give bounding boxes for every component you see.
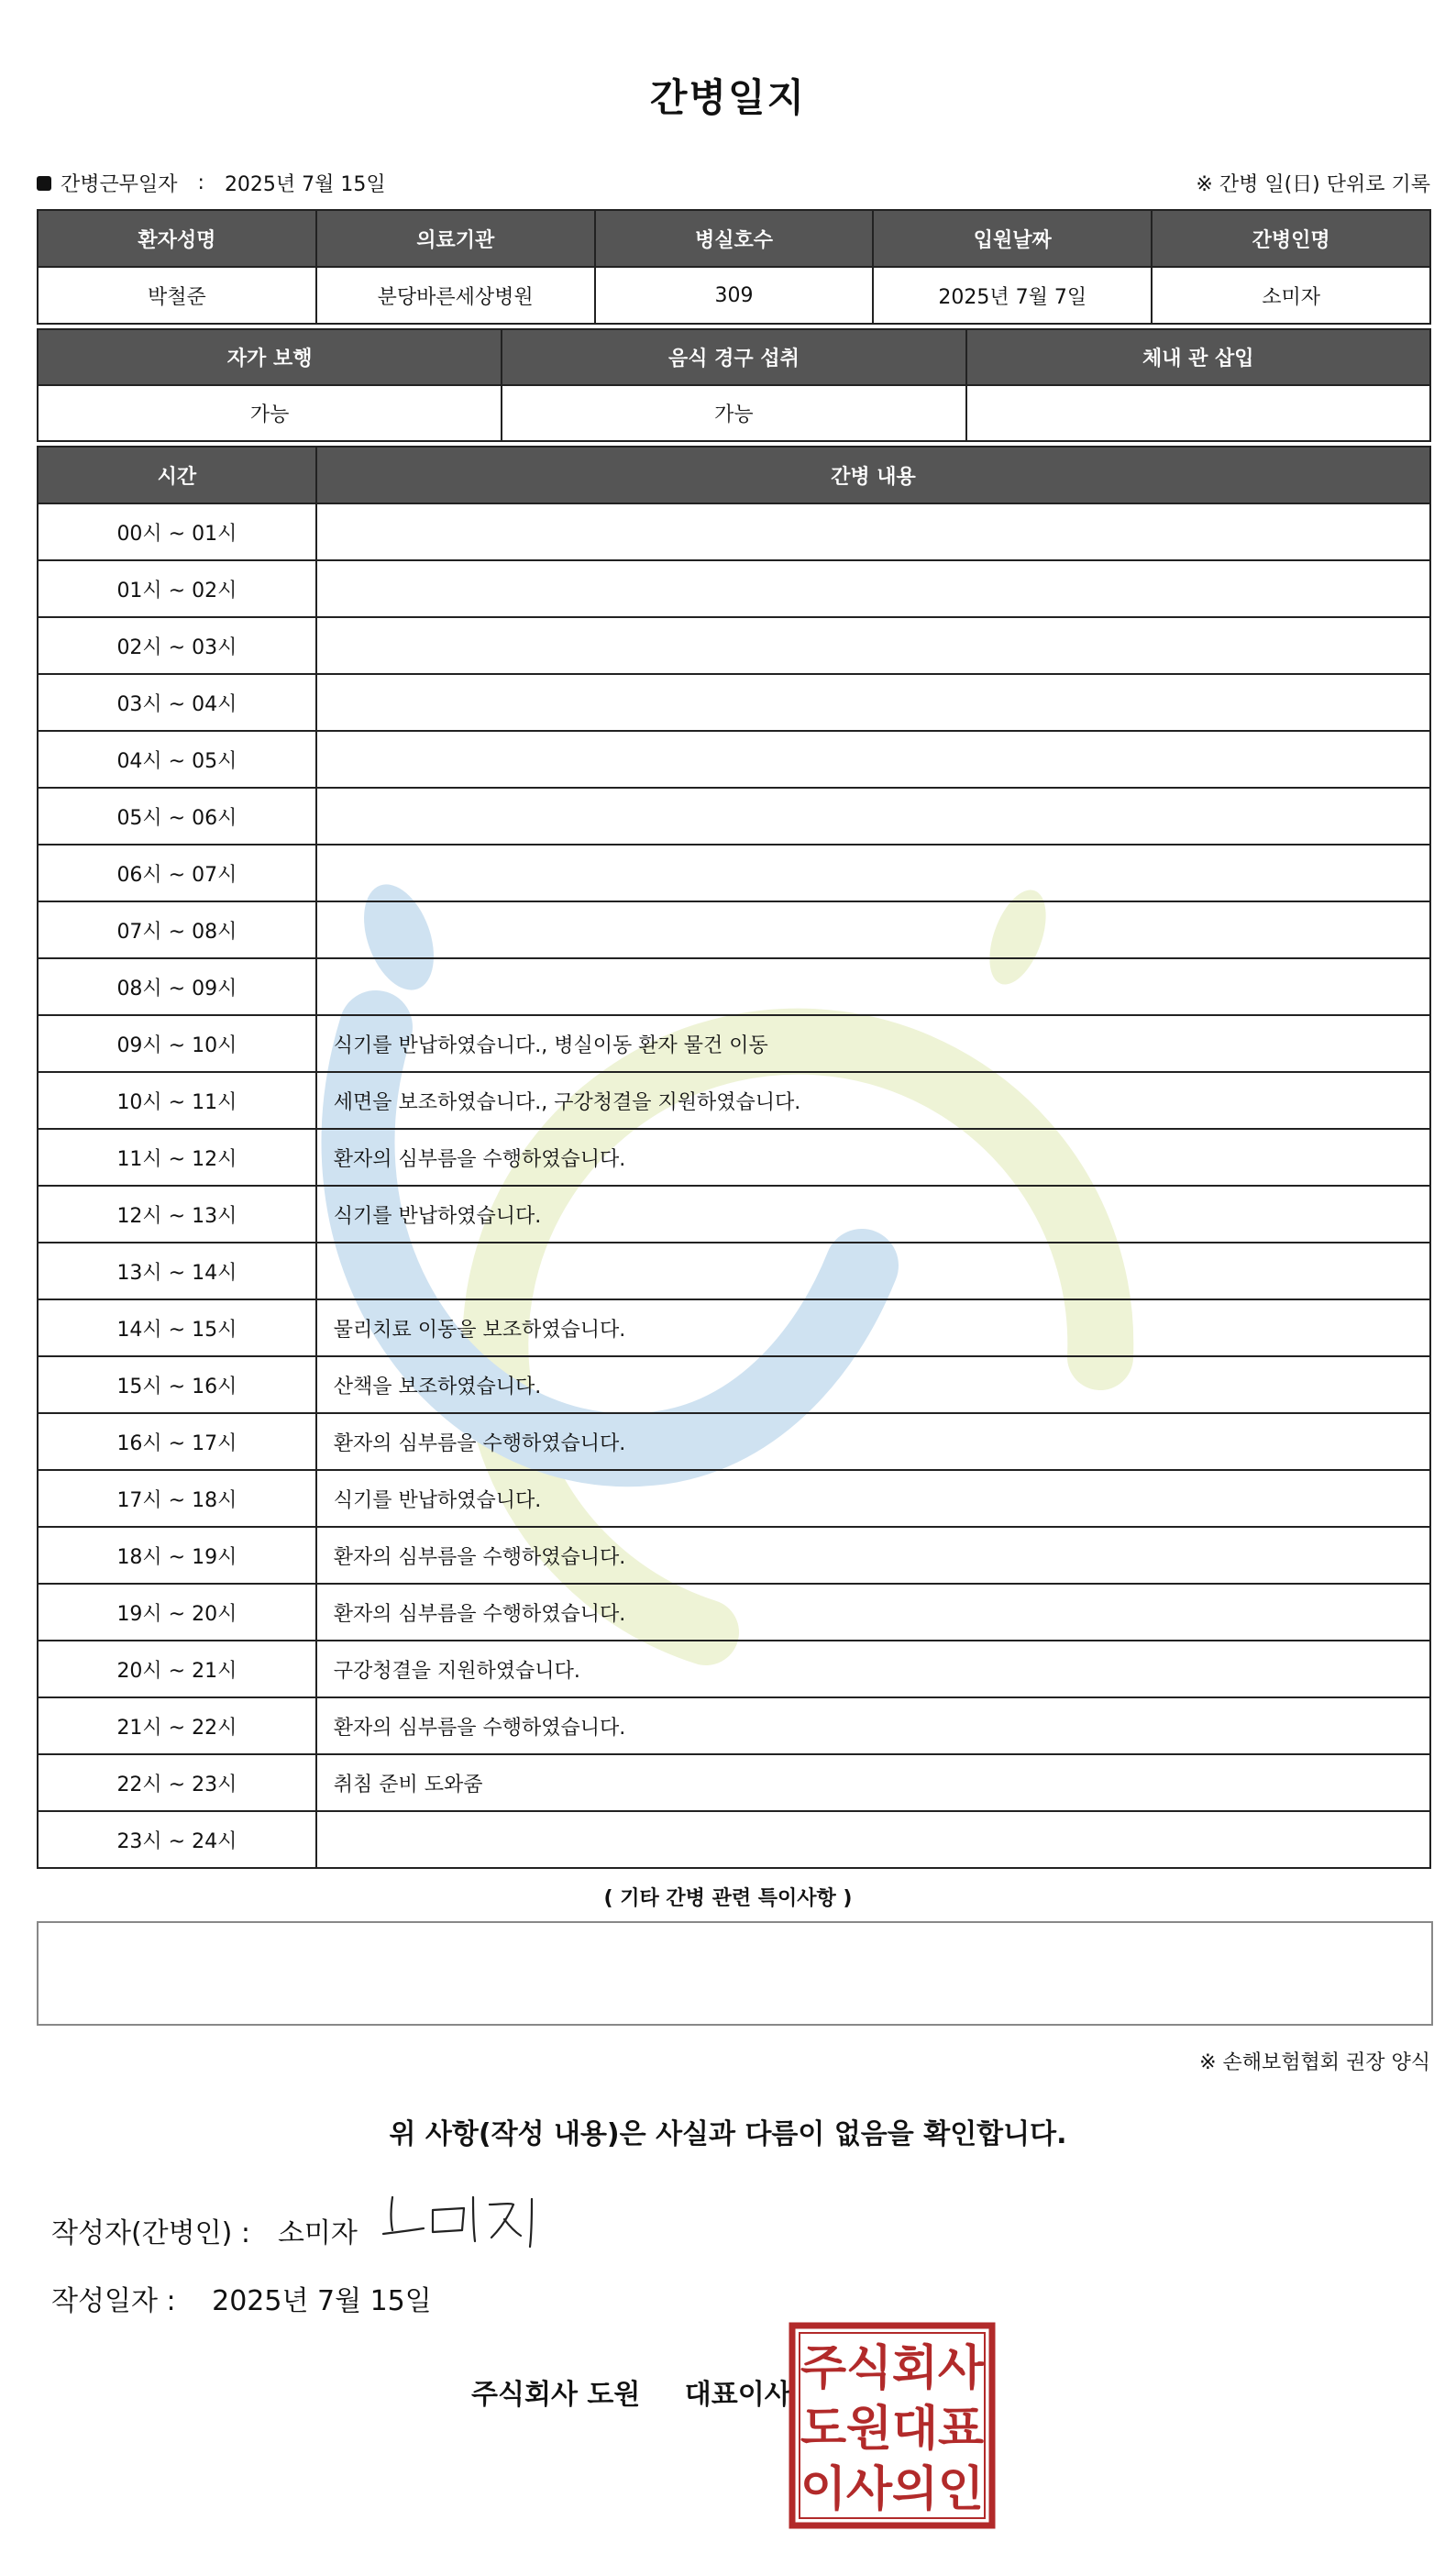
time-slot: 00시 ~ 01시 xyxy=(38,503,316,560)
patient-status-table xyxy=(37,328,1431,442)
seal-character: 원 xyxy=(845,2402,893,2457)
table-row xyxy=(38,1243,1430,1299)
seal-character: 회 xyxy=(891,2341,939,2396)
time-slot: 05시 ~ 06시 xyxy=(38,788,316,845)
writer-line xyxy=(51,2210,358,2250)
table-row xyxy=(38,1527,1430,1584)
table-row xyxy=(38,560,1430,617)
time-slot: 09시 ~ 10시 xyxy=(38,1015,316,1072)
time-slot: 16시 ~ 17시 xyxy=(38,1413,316,1470)
seal-character: 사 xyxy=(845,2462,893,2517)
admission-date: 2025년 7월 7일 xyxy=(873,267,1152,324)
care-content: 세면을 보조하였습니다., 구강청결을 지원하였습니다. xyxy=(316,1072,1430,1129)
room-number: 309 xyxy=(595,267,874,324)
log-header-row xyxy=(38,447,1430,503)
written-date-label: 작성일자 : xyxy=(51,2285,176,2317)
care-content xyxy=(316,560,1430,617)
time-slot: 01시 ~ 02시 xyxy=(38,560,316,617)
time-slot: 19시 ~ 20시 xyxy=(38,1584,316,1641)
table-row xyxy=(38,1584,1430,1641)
seal-character: 도 xyxy=(800,2402,847,2457)
table-row xyxy=(38,788,1430,845)
care-log-table xyxy=(37,446,1431,1869)
representative-title: 대표이사 xyxy=(684,2379,791,2411)
page-title: 간병일지 xyxy=(649,75,807,120)
time-slot: 15시 ~ 16시 xyxy=(38,1356,316,1413)
duty-date-colon: : xyxy=(197,171,204,194)
duty-date-line xyxy=(37,169,386,197)
table-row xyxy=(38,674,1430,731)
remarks-title: ( 기타 간병 관련 특이사항 ) xyxy=(603,1887,853,1910)
table-row xyxy=(38,901,1430,958)
header-care-content: 간병 내용 xyxy=(316,447,1430,503)
time-slot: 10시 ~ 11시 xyxy=(38,1072,316,1129)
header-self-walking: 자가 보행 xyxy=(38,329,502,385)
care-content: 식기를 반납하였습니다., 병실이동 환자 물건 이동 xyxy=(316,1015,1430,1072)
care-content: 식기를 반납하였습니다. xyxy=(316,1470,1430,1527)
care-content xyxy=(316,901,1430,958)
table-row xyxy=(38,1413,1430,1470)
time-slot: 22시 ~ 23시 xyxy=(38,1754,316,1811)
care-content: 환자의 심부름을 수행하였습니다. xyxy=(316,1413,1430,1470)
seal-character: 사 xyxy=(937,2341,985,2396)
hospital-name: 분당바른세상병원 xyxy=(316,267,595,324)
care-content xyxy=(316,845,1430,901)
writer-label: 작성자(간병인) : xyxy=(51,2217,250,2249)
written-date-line xyxy=(51,2278,432,2318)
header-tube-insertion: 체내 관 삽입 xyxy=(966,329,1430,385)
time-slot: 17시 ~ 18시 xyxy=(38,1470,316,1527)
time-slot: 14시 ~ 15시 xyxy=(38,1299,316,1356)
table-row xyxy=(38,503,1430,560)
patient-header-row xyxy=(38,210,1430,267)
handwritten-signature xyxy=(376,2190,550,2254)
confirmation-statement: 위 사항(작성 내용)은 사실과 다름이 없음을 확인합니다. xyxy=(389,2118,1067,2150)
time-slot: 03시 ~ 04시 xyxy=(38,674,316,731)
patient-info-table xyxy=(37,209,1431,325)
header-admission-date: 입원날짜 xyxy=(873,210,1152,267)
company-seal-stamp xyxy=(789,2322,996,2529)
table-row xyxy=(38,617,1430,674)
care-content: 구강청결을 지원하였습니다. xyxy=(316,1641,1430,1697)
care-content: 산책을 보조하였습니다. xyxy=(316,1356,1430,1413)
care-content xyxy=(316,617,1430,674)
time-slot: 13시 ~ 14시 xyxy=(38,1243,316,1299)
seal-character: 이 xyxy=(800,2462,847,2517)
care-content: 환자의 심부름을 수행하였습니다. xyxy=(316,1697,1430,1754)
duty-date-value: 2025년 7월 15일 xyxy=(224,173,386,196)
patient-name: 박철준 xyxy=(38,267,316,324)
care-content: 환자의 심부름을 수행하였습니다. xyxy=(316,1584,1430,1641)
care-content xyxy=(316,503,1430,560)
company-name: 주식회사 도원 xyxy=(471,2379,641,2411)
table-row xyxy=(38,1470,1430,1527)
insurance-note: ※ 손해보험협회 권장 양식 xyxy=(1199,2051,1430,2074)
table-row xyxy=(38,958,1430,1015)
time-slot: 12시 ~ 13시 xyxy=(38,1186,316,1243)
written-date-value: 2025년 7월 15일 xyxy=(212,2285,432,2317)
header-caregiver-name: 간병인명 xyxy=(1152,210,1430,267)
time-slot: 21시 ~ 22시 xyxy=(38,1697,316,1754)
table-row xyxy=(38,1641,1430,1697)
seal-character: 대 xyxy=(891,2402,939,2457)
seal-character: 주 xyxy=(800,2341,847,2396)
table-row xyxy=(38,731,1430,788)
tube-insertion-value xyxy=(966,385,1430,441)
care-content: 취침 준비 도와줌 xyxy=(316,1754,1430,1811)
table-row xyxy=(38,1015,1430,1072)
time-slot: 23시 ~ 24시 xyxy=(38,1811,316,1868)
table-row xyxy=(38,1754,1430,1811)
header-time: 시간 xyxy=(38,447,316,503)
caregiver-name: 소미자 xyxy=(1152,267,1430,324)
table-row xyxy=(38,1811,1430,1868)
table-row xyxy=(38,1299,1430,1356)
time-slot: 20시 ~ 21시 xyxy=(38,1641,316,1697)
company-line xyxy=(471,2371,791,2412)
header-oral-intake: 음식 경구 섭취 xyxy=(502,329,965,385)
care-content xyxy=(316,731,1430,788)
seal-character: 의 xyxy=(891,2462,939,2517)
care-content xyxy=(316,788,1430,845)
table-row xyxy=(38,1356,1430,1413)
care-content: 물리치료 이동을 보조하였습니다. xyxy=(316,1299,1430,1356)
unit-note: ※ 간병 일(日) 단위로 기록 xyxy=(1196,173,1430,196)
care-content xyxy=(316,674,1430,731)
time-slot: 04시 ~ 05시 xyxy=(38,731,316,788)
care-content: 환자의 심부름을 수행하였습니다. xyxy=(316,1527,1430,1584)
seal-character: 식 xyxy=(845,2341,893,2396)
seal-character: 인 xyxy=(937,2462,985,2517)
header-patient-name: 환자성명 xyxy=(38,210,316,267)
table-row xyxy=(38,1697,1430,1754)
time-slot: 18시 ~ 19시 xyxy=(38,1527,316,1584)
square-bullet-icon xyxy=(37,176,51,191)
table-row xyxy=(38,845,1430,901)
seal-character: 표 xyxy=(937,2402,985,2457)
header-room: 병실호수 xyxy=(595,210,874,267)
duty-date-label: 간병근무일자 xyxy=(61,173,178,196)
table-row xyxy=(38,1186,1430,1243)
time-slot: 11시 ~ 12시 xyxy=(38,1129,316,1186)
table-row xyxy=(38,1072,1430,1129)
oral-intake-value: 가능 xyxy=(502,385,965,441)
self-walking-value: 가능 xyxy=(38,385,502,441)
care-content xyxy=(316,958,1430,1015)
status-value-row xyxy=(38,385,1430,441)
header-hospital: 의료기관 xyxy=(316,210,595,267)
care-content: 식기를 반납하였습니다. xyxy=(316,1186,1430,1243)
care-content xyxy=(316,1811,1430,1868)
status-header-row xyxy=(38,329,1430,385)
care-content: 환자의 심부름을 수행하였습니다. xyxy=(316,1129,1430,1186)
table-row xyxy=(38,1129,1430,1186)
writer-name: 소미자 xyxy=(277,2217,358,2249)
patient-value-row xyxy=(38,267,1430,324)
time-slot: 02시 ~ 03시 xyxy=(38,617,316,674)
time-slot: 06시 ~ 07시 xyxy=(38,845,316,901)
care-content xyxy=(316,1243,1430,1299)
remarks-box xyxy=(37,1921,1433,2026)
time-slot: 07시 ~ 08시 xyxy=(38,901,316,958)
time-slot: 08시 ~ 09시 xyxy=(38,958,316,1015)
